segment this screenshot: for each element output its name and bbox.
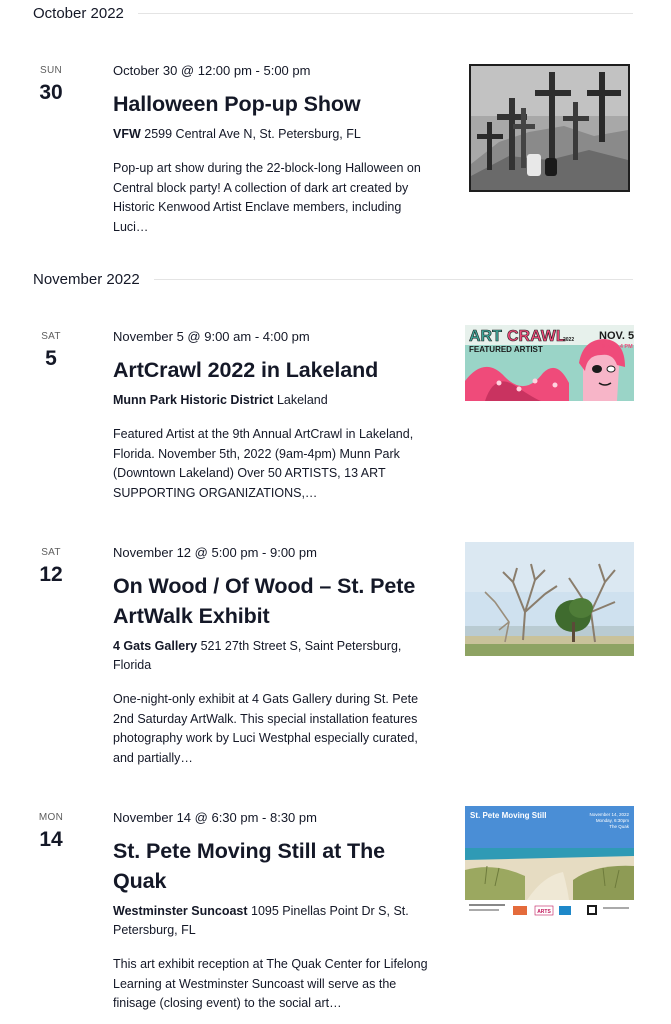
venue-address: 521 27th Street S, Saint Petersburg, Florida xyxy=(113,639,402,672)
artcrawl-logo-right: CRAWL xyxy=(507,328,566,345)
event-details xyxy=(113,544,433,768)
event-date-tag xyxy=(22,547,80,588)
venue-address: Lakeland xyxy=(276,393,328,407)
artcrawl-hours: 9 AM - 4 PM xyxy=(602,344,633,350)
flyer-arts-logo: ARTS xyxy=(537,909,551,915)
event-title-link[interactable]: On Wood / Of Wood – St. Pete ArtWalk Exhibit xyxy=(113,574,416,628)
event-venue xyxy=(113,391,433,410)
event-image-artcrawl[interactable] xyxy=(465,325,634,401)
event-title-link[interactable]: St. Pete Moving Still at The Quak xyxy=(113,839,385,893)
event-date-tag xyxy=(22,65,80,106)
event-weekday: SAT xyxy=(41,331,61,342)
venue-name: 4 Gats Gallery xyxy=(113,639,198,653)
flyer-day: Monday, 6:30pm xyxy=(595,818,629,823)
venue-address: 2599 Central Ave N, St. Petersburg, FL xyxy=(144,127,361,141)
event-datetime: November 12 @ 5:00 pm - 9:00 pm xyxy=(113,545,317,560)
separator-line xyxy=(138,13,633,14)
event-day-number: 5 xyxy=(45,347,57,370)
flyer-place: The Quak xyxy=(609,824,629,829)
month-label: October 2022 xyxy=(33,5,124,22)
separator-line xyxy=(154,279,633,280)
venue-name: Westminster Suncoast xyxy=(113,904,248,918)
event-datetime: November 5 @ 9:00 am - 4:00 pm xyxy=(113,329,310,344)
event-day-number: 12 xyxy=(39,563,63,586)
event-title-link[interactable]: Halloween Pop-up Show xyxy=(113,92,361,116)
event-title-link[interactable]: ArtCrawl 2022 in Lakeland xyxy=(113,358,379,382)
month-separator-november xyxy=(33,271,633,288)
event-venue xyxy=(113,125,433,144)
flyer-heading: St. Pete Moving Still xyxy=(470,811,547,820)
venue-name: Munn Park Historic District xyxy=(113,393,274,407)
event-weekday: SUN xyxy=(39,65,62,76)
artcrawl-logo-left: ART xyxy=(469,328,502,345)
event-description: Featured Artist at the 9th Annual ArtCrawl in Lakeland, Florida. November 5th, 2022 (9am-4pm) Munn Park (Downtown Lakeland) Over 50 ARTISTS, 13 ART SUPPORTING ORGANIZATIONS,… xyxy=(113,427,414,500)
event-weekday: MON xyxy=(38,812,64,823)
event-date-tag xyxy=(22,331,80,372)
event-datetime: October 30 @ 12:00 pm - 5:00 pm xyxy=(113,63,311,78)
venue-name: VFW xyxy=(113,127,141,141)
month-label: November 2022 xyxy=(33,271,140,288)
event-day-number: 14 xyxy=(39,828,63,851)
month-separator-october xyxy=(33,5,633,22)
event-day-number: 30 xyxy=(39,81,63,104)
event-details xyxy=(113,62,433,237)
event-image-trees[interactable] xyxy=(465,542,634,656)
event-datetime: November 14 @ 6:30 pm - 8:30 pm xyxy=(113,810,317,825)
event-image-crosses[interactable] xyxy=(469,64,630,192)
event-description: This art exhibit reception at The Quak Center for Lifelong Learning at Westminster Suncoast will serve as the finisage (closing event) to the social art… xyxy=(113,957,428,1010)
event-image-moving-still[interactable] xyxy=(465,806,634,918)
event-date-tag xyxy=(22,812,80,853)
event-details xyxy=(113,328,433,503)
event-description: Pop-up art show during the 22-block-long Halloween on Central block party! A collection of dark art created by Historic Kenwood Artist Enclave members, including Luci… xyxy=(113,161,421,234)
event-details xyxy=(113,809,433,1014)
event-venue xyxy=(113,637,433,675)
event-description: One-night-only exhibit at 4 Gats Gallery during St. Pete 2nd Saturday ArtWalk. This special installation features photography work by Luci Westphal especially curated, and partially… xyxy=(113,692,419,765)
flyer-date: November 14, 2022 xyxy=(589,812,629,817)
artcrawl-date: NOV. 5 xyxy=(599,330,634,342)
artcrawl-logo-year: 2022 xyxy=(563,337,575,343)
venue-address: 1095 Pinellas Point Dr S, St. Petersburg, FL xyxy=(113,904,409,937)
event-venue xyxy=(113,902,433,940)
artcrawl-featured-label: FEATURED ARTIST xyxy=(469,345,543,354)
event-weekday: SAT xyxy=(41,547,61,558)
